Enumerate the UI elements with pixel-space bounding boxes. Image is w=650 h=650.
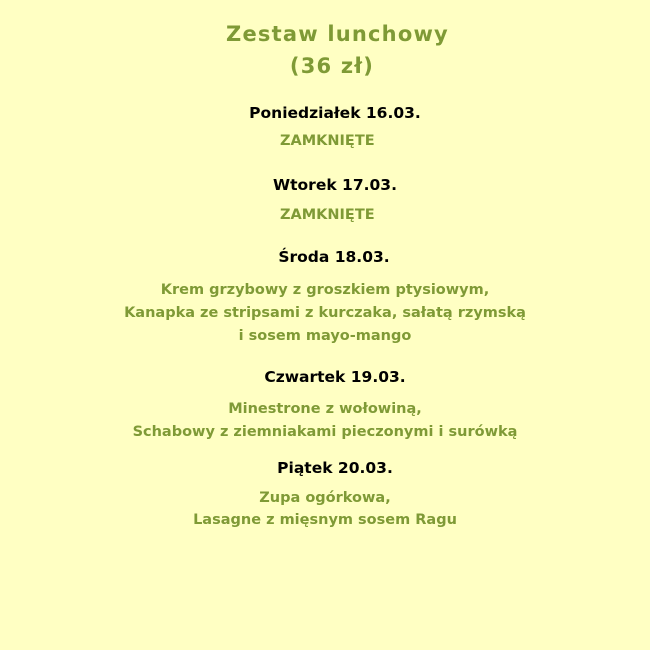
menu-title: Zestaw lunchowy — [226, 22, 449, 46]
dish-line: Kanapka ze stripsami z kurczaka, sałatą rzymską — [124, 305, 526, 321]
dish-line: Lasagne z mięsnym sosem Ragu — [193, 512, 457, 528]
dish-line: Krem grzybowy z groszkiem ptysiowym, — [160, 282, 490, 298]
day-heading-thursday: Czwartek 19.03. — [264, 368, 406, 386]
closed-label-tuesday: ZAMKNIĘTE — [280, 207, 375, 223]
day-heading-friday: Piątek 20.03. — [277, 459, 393, 477]
dish-line: Zupa ogórkowa, — [259, 490, 391, 506]
menu-price: (36 zł) — [289, 54, 375, 78]
closed-label-monday: ZAMKNIĘTE — [280, 133, 375, 149]
dish-line: Minestrone z wołowiną, — [228, 401, 422, 417]
day-heading-tuesday: Wtorek 17.03. — [273, 176, 397, 194]
day-heading-wednesday: Środa 18.03. — [278, 248, 390, 266]
dish-line: Schabowy z ziemniakami pieczonymi i surówką — [132, 424, 518, 440]
day-heading-monday: Poniedziałek 16.03. — [249, 104, 421, 122]
dish-line: i sosem mayo-mango — [238, 328, 412, 344]
